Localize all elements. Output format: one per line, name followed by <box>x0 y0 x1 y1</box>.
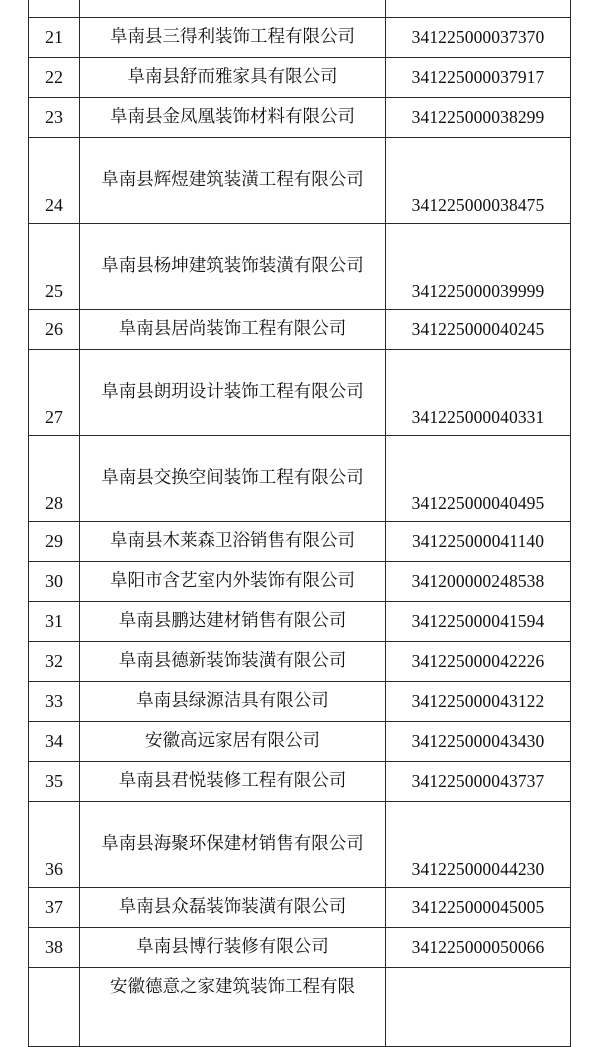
row-number <box>29 968 80 1047</box>
company-registry-table <box>28 0 571 1047</box>
table-row <box>29 436 571 522</box>
registration-code: 341225000040331 <box>386 350 571 436</box>
table-row <box>29 888 571 928</box>
row-number: 38 <box>29 928 80 968</box>
company-name: 阜南县德新装饰装潢有限公司 <box>80 642 386 682</box>
company-name: 安徽高远家居有限公司 <box>80 722 386 762</box>
table-row <box>29 18 571 58</box>
table-row <box>29 802 571 888</box>
company-name <box>80 0 386 18</box>
row-number: 37 <box>29 888 80 928</box>
table-row <box>29 762 571 802</box>
company-name: 阜南县舒而雅家具有限公司 <box>80 58 386 98</box>
table-row <box>29 722 571 762</box>
table-row <box>29 310 571 350</box>
registration-code <box>386 0 571 18</box>
company-name: 阜南县博行装修有限公司 <box>80 928 386 968</box>
row-number: 28 <box>29 436 80 522</box>
registration-code: 341225000038475 <box>386 138 571 224</box>
table-row <box>29 562 571 602</box>
row-number: 34 <box>29 722 80 762</box>
company-name: 阜南县杨坤建筑装饰装潢有限公司 <box>80 224 386 310</box>
table-row <box>29 968 571 1047</box>
registration-code: 341225000045005 <box>386 888 571 928</box>
company-name: 阜南县鹏达建材销售有限公司 <box>80 602 386 642</box>
table-row <box>29 224 571 310</box>
row-number: 30 <box>29 562 80 602</box>
row-number: 25 <box>29 224 80 310</box>
row-number: 32 <box>29 642 80 682</box>
row-number: 26 <box>29 310 80 350</box>
registration-code: 341225000043122 <box>386 682 571 722</box>
row-number: 31 <box>29 602 80 642</box>
registration-code: 341225000043430 <box>386 722 571 762</box>
table-row <box>29 350 571 436</box>
row-number <box>29 0 80 18</box>
table-row <box>29 522 571 562</box>
company-name: 阜南县众磊装饰装潢有限公司 <box>80 888 386 928</box>
registration-code: 341225000038299 <box>386 98 571 138</box>
company-name: 阜南县交换空间装饰工程有限公司 <box>80 436 386 522</box>
table-row <box>29 0 571 18</box>
company-name: 阜南县君悦装修工程有限公司 <box>80 762 386 802</box>
registration-code: 341225000040495 <box>386 436 571 522</box>
registration-code: 341225000042226 <box>386 642 571 682</box>
registration-code: 341225000037370 <box>386 18 571 58</box>
company-name: 安徽德意之家建筑装饰工程有限 <box>80 968 386 1047</box>
row-number: 27 <box>29 350 80 436</box>
table-row <box>29 642 571 682</box>
table-row <box>29 58 571 98</box>
registration-code: 341225000039999 <box>386 224 571 310</box>
registration-code: 341225000041140 <box>386 522 571 562</box>
registration-code: 341225000050066 <box>386 928 571 968</box>
row-number: 29 <box>29 522 80 562</box>
company-name: 阜南县居尚装饰工程有限公司 <box>80 310 386 350</box>
row-number: 33 <box>29 682 80 722</box>
row-number: 24 <box>29 138 80 224</box>
company-name: 阜南县海聚环保建材销售有限公司 <box>80 802 386 888</box>
row-number: 23 <box>29 98 80 138</box>
row-number: 22 <box>29 58 80 98</box>
company-name: 阜南县木莱森卫浴销售有限公司 <box>80 522 386 562</box>
company-name: 阜南县绿源洁具有限公司 <box>80 682 386 722</box>
row-number: 35 <box>29 762 80 802</box>
table-row <box>29 928 571 968</box>
registration-code: 341200000248538 <box>386 562 571 602</box>
table-row <box>29 138 571 224</box>
registration-code: 341225000037917 <box>386 58 571 98</box>
row-number: 21 <box>29 18 80 58</box>
table-row <box>29 682 571 722</box>
company-name: 阜南县朗玥设计装饰工程有限公司 <box>80 350 386 436</box>
registration-code <box>386 968 571 1047</box>
row-number: 36 <box>29 802 80 888</box>
company-name: 阜南县金凤凰装饰材料有限公司 <box>80 98 386 138</box>
company-name: 阜阳市含艺室内外装饰有限公司 <box>80 562 386 602</box>
registration-code: 341225000043737 <box>386 762 571 802</box>
company-name: 阜南县辉煜建筑装潢工程有限公司 <box>80 138 386 224</box>
company-name: 阜南县三得利装饰工程有限公司 <box>80 18 386 58</box>
table-row <box>29 602 571 642</box>
table-row <box>29 98 571 138</box>
registration-code: 341225000044230 <box>386 802 571 888</box>
registration-code: 341225000041594 <box>386 602 571 642</box>
registration-code: 341225000040245 <box>386 310 571 350</box>
